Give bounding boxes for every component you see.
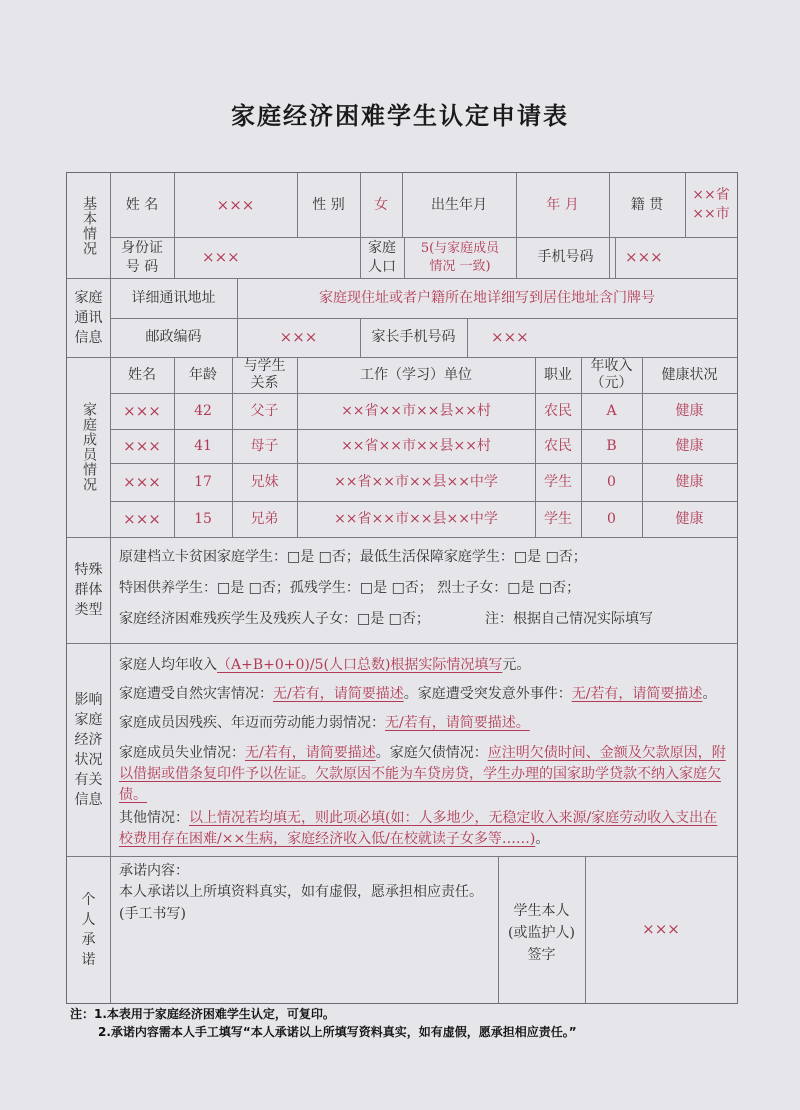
postcode-value[interactable]: ××× bbox=[279, 328, 318, 346]
unemployment-and-debt[interactable]: 家庭成员失业情况：无/若有，请简要描述。家庭欠债情况：应注明欠债时间、金额及欠款原因，附以借据或借条复印件予以佐证。欠款原因不能为车贷房贷，学生办理的国家助学贷款不纳入家庭欠债。 bbox=[119, 745, 726, 803]
name-label: 姓 名 bbox=[125, 196, 159, 213]
member-job[interactable]: 农民 bbox=[544, 437, 572, 454]
phone-value[interactable]: ××× bbox=[625, 248, 663, 266]
special-line-1[interactable]: 原建档立卡贫困家庭学生：□是 □否；最低生活保障家庭学生：□是 □否； bbox=[119, 549, 587, 565]
member-income[interactable]: A bbox=[606, 402, 617, 419]
id-value[interactable]: ××× bbox=[202, 248, 240, 266]
member-name[interactable]: ××× bbox=[123, 472, 161, 491]
member-relation[interactable]: 兄弟 bbox=[250, 510, 279, 527]
birth-value[interactable]: 年 月 bbox=[546, 196, 579, 213]
member-income[interactable]: 0 bbox=[607, 473, 616, 490]
birth-label: 出生年月 bbox=[431, 196, 487, 213]
member-job[interactable]: 学生 bbox=[544, 510, 572, 527]
household-value[interactable]: 5(与家庭成员 情况 一致) bbox=[420, 240, 500, 274]
member-work[interactable]: ××省××市××县××村 bbox=[341, 437, 491, 454]
name-value[interactable]: ××× bbox=[216, 195, 255, 214]
origin-value[interactable] bbox=[685, 173, 737, 237]
col-header-relation: 与学生 关系 bbox=[243, 358, 286, 391]
gender-value[interactable]: 女 bbox=[374, 196, 388, 213]
page-title: 家庭经济困难学生认定申请表 bbox=[231, 102, 569, 130]
divider bbox=[67, 537, 737, 538]
member-age[interactable]: 17 bbox=[194, 473, 212, 490]
member-relation[interactable]: 父子 bbox=[250, 402, 279, 419]
col-header-job: 职业 bbox=[544, 366, 572, 383]
application-form bbox=[66, 172, 738, 1004]
member-health[interactable]: 健康 bbox=[675, 510, 704, 527]
address-value[interactable]: 家庭现住址或者户籍所在地详细写到居住地址含门牌号 bbox=[319, 289, 655, 306]
household-label: 家庭 人口 bbox=[368, 239, 396, 275]
col-header-health: 健康状况 bbox=[661, 366, 718, 383]
section-label-contact: 家庭 通讯 信息 bbox=[74, 289, 103, 346]
member-health[interactable]: 健康 bbox=[675, 473, 704, 490]
phone-label: 手机号码 bbox=[537, 249, 594, 265]
special-line-3[interactable]: 家庭经济困难残疾学生及残疾人子女：□是 □否； bbox=[119, 611, 430, 627]
col-header-income: 年收入 （元） bbox=[590, 358, 633, 391]
section-label-basic: 基本情况 bbox=[81, 195, 97, 256]
member-relation[interactable]: 母子 bbox=[250, 437, 279, 454]
member-income[interactable]: 0 bbox=[607, 510, 616, 527]
special-hint: 注：根据自己情况实际填写 bbox=[485, 611, 653, 627]
member-health[interactable]: 健康 bbox=[675, 402, 704, 419]
signature-value[interactable]: ××× bbox=[642, 920, 680, 938]
other-situation[interactable]: 其他情况：以上情况若均填无，则此项必填(如：人多地少，无稳定收入来源/家庭劳动收入支出在校费用存在困难/××生病，家庭经济收入低/在校就读子女多等……)。 bbox=[119, 810, 718, 847]
origin-value-province: ××省 bbox=[692, 187, 730, 203]
member-health[interactable]: 健康 bbox=[675, 437, 704, 454]
postcode-label: 邮政编码 bbox=[145, 329, 202, 345]
section-label-members: 家庭成员情况 bbox=[81, 402, 97, 492]
special-line-2[interactable]: 特困供养学生：□是 □否；孤残学生：□是 □否； 烈士子女：□是 □否； bbox=[119, 580, 581, 596]
pledge-content-label: 承诺内容： bbox=[119, 863, 189, 879]
disability-situation[interactable]: 家庭成员因残疾、年迈而劳动能力弱情况：无/若有，请简要描述。 bbox=[119, 715, 530, 731]
col-header-name: 姓名 bbox=[128, 366, 156, 383]
section-label-pledge: 个 人 承 诺 bbox=[81, 891, 96, 968]
parent-phone-value[interactable]: ××× bbox=[491, 328, 529, 346]
member-work[interactable]: ××省××市××县××中学 bbox=[334, 473, 498, 490]
gender-label: 性 别 bbox=[312, 196, 345, 213]
address-label: 详细通讯地址 bbox=[131, 289, 216, 306]
note-line-1: 注：1.本表用于家庭经济困难学生认定，可复印。 bbox=[70, 1007, 335, 1021]
signature-label: 学生本人 (或监护人) 签字 bbox=[508, 903, 575, 963]
col-header-age: 年龄 bbox=[189, 366, 217, 383]
member-name[interactable]: ××× bbox=[123, 509, 161, 528]
origin-value-city: ××市 bbox=[692, 206, 730, 222]
note-line-2: 2.承诺内容需本人手工填写“本人承诺以上所填写资料真实，如有虚假，愿承担相应责任。” bbox=[98, 1025, 577, 1039]
section-label-special: 特殊 群体 类型 bbox=[74, 562, 103, 618]
member-work[interactable]: ××省××市××县××中学 bbox=[334, 510, 498, 527]
per-capita-income[interactable]: 家庭人均年收入（A+B+0+0)/5(人口总数)根据实际情况填写元。 bbox=[119, 657, 531, 673]
member-income[interactable]: B bbox=[606, 437, 617, 454]
member-age[interactable]: 41 bbox=[194, 437, 212, 454]
id-label: 身份证 号 码 bbox=[121, 239, 163, 275]
member-age[interactable]: 15 bbox=[194, 510, 212, 527]
member-relation[interactable]: 兄妹 bbox=[250, 473, 279, 490]
member-name[interactable]: ××× bbox=[123, 401, 161, 420]
divider bbox=[67, 643, 737, 644]
parent-phone-label: 家长手机号码 bbox=[371, 329, 456, 345]
col-header-work: 工作（学习）单位 bbox=[360, 366, 472, 383]
disaster-and-accident[interactable]: 家庭遭受自然灾害情况：无/若有，请简要描述。家庭遭受突发意外事件：无/若有，请简要描述。 bbox=[119, 686, 717, 702]
member-job[interactable]: 农民 bbox=[544, 402, 572, 419]
section-label-impact: 影响 家庭 经济 状况 有关 信息 bbox=[74, 691, 103, 808]
member-work[interactable]: ××省××市××县××村 bbox=[341, 402, 491, 419]
pledge-content-value[interactable]: 本人承诺以上所填资料真实，如有虚假，愿承担相应责任。(手工书写) bbox=[119, 884, 483, 922]
member-job[interactable]: 学生 bbox=[544, 473, 572, 490]
member-name[interactable]: ××× bbox=[123, 436, 161, 455]
origin-label: 籍 贯 bbox=[630, 196, 664, 213]
member-age[interactable]: 42 bbox=[194, 402, 212, 419]
